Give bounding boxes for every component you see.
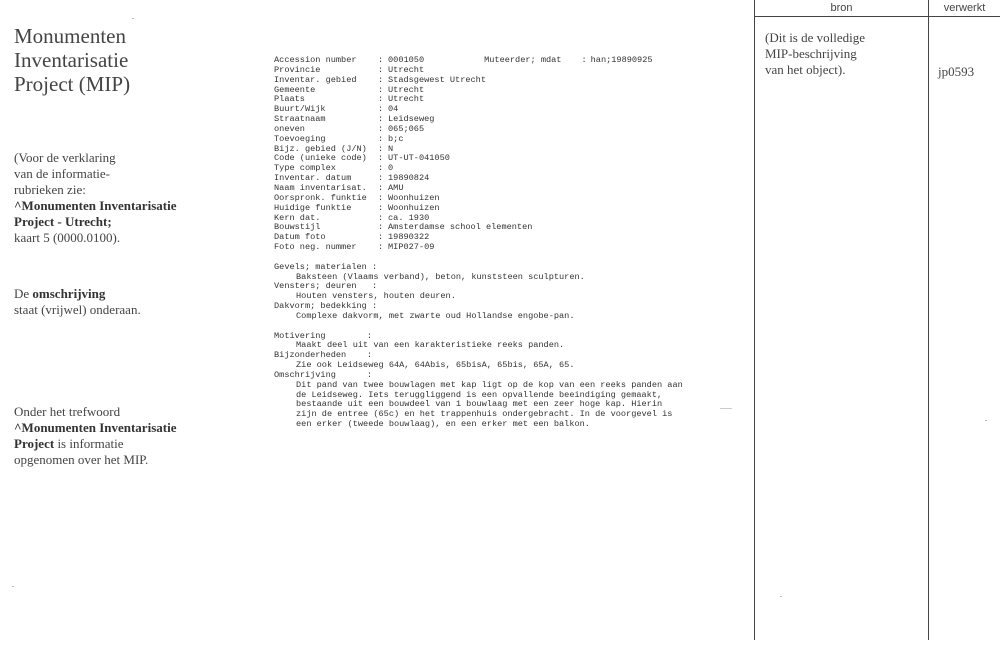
field-row: Code (unieke code) : UT-UT-041050 <box>274 153 450 164</box>
section-text: Baksteen (Vlaams verband), beton, kunststeen sculpturen. <box>296 271 585 282</box>
field-label: Plaats <box>274 94 305 105</box>
field-value: MIP027-09 <box>388 242 435 253</box>
field-value: Utrecht <box>388 94 425 105</box>
note-text: van het object). <box>765 62 846 77</box>
field-label: Inventar. gebied <box>274 74 357 85</box>
field-label: oneven <box>274 123 305 134</box>
field-row: Buurt/Wijk : 04 <box>274 104 399 115</box>
note-text: MIP-beschrijving <box>765 46 857 61</box>
field-label: Naam inventarisat. <box>274 182 367 193</box>
field-row: Gemeente : Utrecht <box>274 84 425 95</box>
gevels-section <box>274 263 683 322</box>
field-row: Plaats : Utrecht <box>274 94 425 105</box>
keyword-note <box>14 404 214 468</box>
column-header-verwerkt: verwerkt <box>943 2 986 14</box>
description-line: de Leidseweg. Iets teruggliggend is een opvallende beeindiging gemaakt, <box>296 389 663 400</box>
field-label: Muteerder; mdat <box>484 55 562 65</box>
field-label: Kern dat. <box>274 212 321 223</box>
note-text: Onder het trefwoord <box>14 404 121 419</box>
field-label: Bouwstijl <box>274 222 321 233</box>
field-value: Utrecht <box>388 64 425 75</box>
section-text: Complexe dakvorm, met zwarte oud Hollandse engobe-pan. <box>296 310 575 321</box>
note-text: De <box>14 286 33 301</box>
section-label: Gevels; materialen : <box>274 261 378 272</box>
field-row: Inventar. datum : 19890824 <box>274 173 430 184</box>
field-label: Toevoeging <box>274 133 326 144</box>
field-value: AMU <box>388 182 404 193</box>
field-value: UT-UT-041050 <box>388 153 450 164</box>
field-value: 04 <box>388 104 399 115</box>
field-row: Accession number : 0001050 Muteerder; mdat : han;19890925 <box>274 55 653 65</box>
note-bold: omschrijving <box>32 286 106 301</box>
bron-note <box>765 30 865 78</box>
field-row: Bouwstijl : Amsterdamse school elementen <box>274 222 533 233</box>
description-hint <box>14 286 214 318</box>
field-value: 19890824 <box>388 173 430 184</box>
field-value: Utrecht <box>388 84 425 95</box>
field-label: Datum foto <box>274 232 326 243</box>
description-line: een erker (tweede bouwlaag), en een erker met een balkon. <box>296 419 590 430</box>
header-divider <box>754 16 1000 17</box>
field-value: 0 <box>388 163 394 174</box>
note-text: van de informatie- <box>14 166 111 181</box>
field-label: Gemeente <box>274 84 316 95</box>
section-text: Zie ook Leidseweg 64A, 64Abis, 65bisA, 65bis, 65A, 65. <box>296 360 575 371</box>
field-value: Woonhuizen <box>388 202 440 213</box>
section-label: Vensters; deuren : <box>274 281 378 292</box>
scan-speck <box>12 586 14 587</box>
field-label: Bijz. gebied (J/N) <box>274 143 367 154</box>
title-line: Project (MIP) <box>14 72 131 96</box>
field-row: Type complex : 0 <box>274 163 394 174</box>
description-line: bestaande uit een bouwdeel van 1 bouwlaag met een zeer hoge kap. Hierin <box>296 399 663 410</box>
scan-speck <box>780 596 782 597</box>
reference-link[interactable]: Project <box>14 436 55 451</box>
field-row: Inventar. gebied : Stadsgewest Utrecht <box>274 74 486 85</box>
page-title <box>14 24 214 96</box>
field-row: Provincie : Utrecht <box>274 64 425 75</box>
verwerkt-code: jp0593 <box>938 64 975 79</box>
field-label: Type complex <box>274 163 336 174</box>
field-value: Amsterdamse school elementen <box>388 222 533 233</box>
reference-link[interactable]: ^Monumenten Inventarisatie <box>14 198 177 213</box>
section-label: Motivering : <box>274 330 372 341</box>
section-label: Omschrijving : <box>274 369 372 380</box>
field-label: Provincie <box>274 64 321 75</box>
field-value: 0001050 <box>388 55 425 65</box>
field-label: Accession number <box>274 55 357 65</box>
title-line: Inventarisatie <box>14 48 129 72</box>
field-label: Oorspronk. funktie <box>274 192 367 203</box>
section-label: Dakvorm; bedekking : <box>274 301 378 312</box>
section-label: Bijzonderheden : <box>274 350 372 361</box>
note-text: (Voor de verklaring <box>14 150 116 165</box>
field-row: Huidige funktie : Woonhuizen <box>274 202 440 213</box>
column-header-bron: bron <box>830 2 853 14</box>
note-text: staat (vrijwel) onderaan. <box>14 302 141 317</box>
field-value: Woonhuizen <box>388 192 440 203</box>
field-row: Datum foto : 19890322 <box>274 232 430 243</box>
section-text: Houten vensters, houten deuren. <box>296 291 456 302</box>
field-row: oneven : 065;065 <box>274 123 425 134</box>
field-value: Stadsgewest Utrecht <box>388 74 486 85</box>
description-line: Dit pand van twee bouwlagen met kap ligt op de kop van een reeks panden aan <box>296 379 683 390</box>
field-value: N <box>388 143 394 154</box>
field-row: Kern dat. : ca. 1930 <box>274 212 430 223</box>
title-line: Monumenten <box>14 24 126 48</box>
field-label: Huidige funktie <box>274 202 352 213</box>
field-row: Naam inventarisat. : AMU <box>274 182 404 193</box>
field-value: ca. 1930 <box>388 212 430 223</box>
note-text: opgenomen over het MIP. <box>14 452 149 467</box>
field-row: Oorspronk. funktie : Woonhuizen <box>274 192 440 203</box>
field-value: 19890322 <box>388 232 430 243</box>
description-line: zijn de entree (65c) en het trappenhuis ondergebracht. In de voorgevel is <box>296 409 673 420</box>
note-text: (Dit is de volledige <box>765 30 866 45</box>
scan-speck <box>985 420 987 421</box>
note-text: kaart 5 (0000.0100). <box>14 230 121 245</box>
scan-speck <box>132 18 134 19</box>
field-value: b;c <box>388 133 404 144</box>
field-label: Inventar. datum <box>274 173 352 184</box>
note-text: rubrieken zie: <box>14 182 86 197</box>
field-label: Foto neg. nummer <box>274 242 357 253</box>
field-value: han;19890925 <box>590 55 653 65</box>
column-divider <box>754 0 755 640</box>
explanation-note <box>14 150 214 246</box>
mip-record <box>274 56 683 430</box>
note-text: is informatie <box>54 436 124 451</box>
motivering-section <box>274 332 683 430</box>
field-row: Toevoeging : b;c <box>274 133 404 144</box>
column-divider <box>928 0 929 640</box>
field-row: Foto neg. nummer : MIP027-09 <box>274 242 435 253</box>
reference-link[interactable]: Project - Utrecht; <box>14 214 112 229</box>
field-label: Code (unieke code) <box>274 153 367 164</box>
reference-link[interactable]: ^Monumenten Inventarisatie <box>14 420 177 435</box>
scan-speck <box>720 408 732 409</box>
field-row: Straatnaam : Leidseweg <box>274 114 435 125</box>
field-value: 065;065 <box>388 123 425 134</box>
field-label: Buurt/Wijk <box>274 104 326 115</box>
section-text: Maakt deel uit van een karakteristieke reeks panden. <box>296 340 565 351</box>
field-row: Bijz. gebied (J/N) : N <box>274 143 394 154</box>
field-value: Leidseweg <box>388 114 435 125</box>
field-label: Straatnaam <box>274 114 326 125</box>
